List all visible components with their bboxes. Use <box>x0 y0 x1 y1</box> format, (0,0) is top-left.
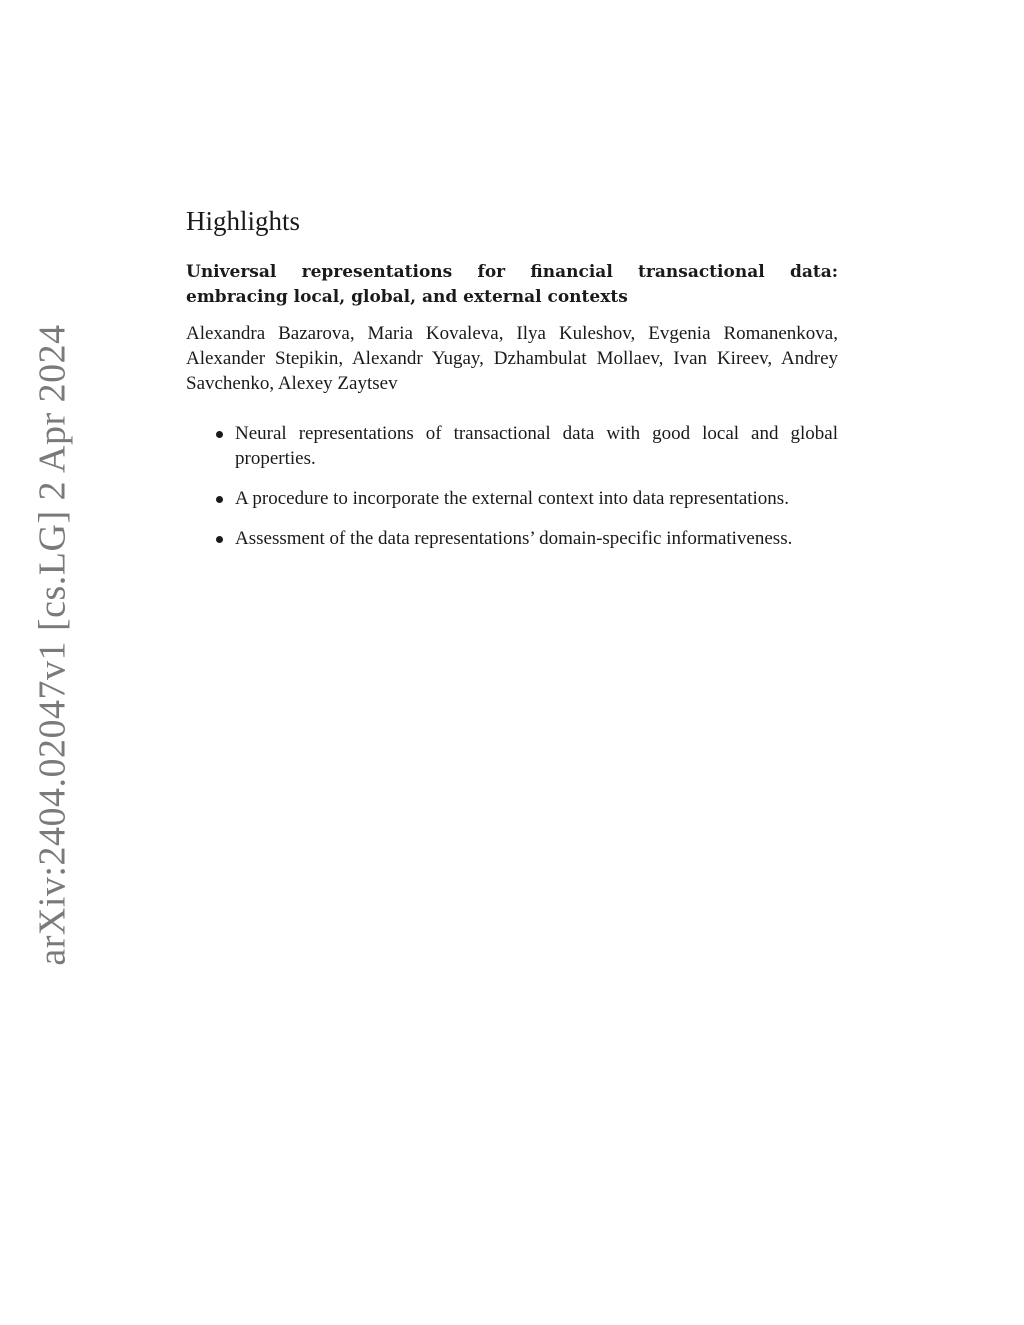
bullet-icon <box>216 496 223 503</box>
paper-authors: Alexandra Bazarova, Maria Kovaleva, Ilya Kuleshov, Evgenia Romanenkova, Alexander Stepikin, Alexandr Yugay, Dzhambulat Mollaev, Ivan Kireev, Andrey Savchenko, Alexey Zaytsev <box>186 323 838 394</box>
arxiv-identifier-text: arXiv:2404.02047v1 [cs.LG] 2 Apr 2024 <box>32 323 75 966</box>
bullet-icon <box>216 536 223 543</box>
highlights-page <box>186 204 838 566</box>
highlight-text: Assessment of the data representations’ domain-specific informativeness. <box>235 528 793 549</box>
bullet-icon <box>216 431 223 438</box>
highlight-text: A procedure to incorporate the external context into data representations. <box>235 488 789 509</box>
highlight-text: Neural representations of transactional data with good local and global properties. <box>235 423 838 469</box>
highlight-item <box>235 526 838 551</box>
arxiv-identifier-stamp <box>28 323 78 966</box>
paper-title: Universal representations for financial transactional data: embracing local, global, and external contexts <box>186 262 838 307</box>
highlight-item <box>235 421 838 471</box>
highlights-list <box>186 421 838 551</box>
page-heading: Highlights <box>186 206 301 236</box>
highlight-item <box>235 486 838 511</box>
